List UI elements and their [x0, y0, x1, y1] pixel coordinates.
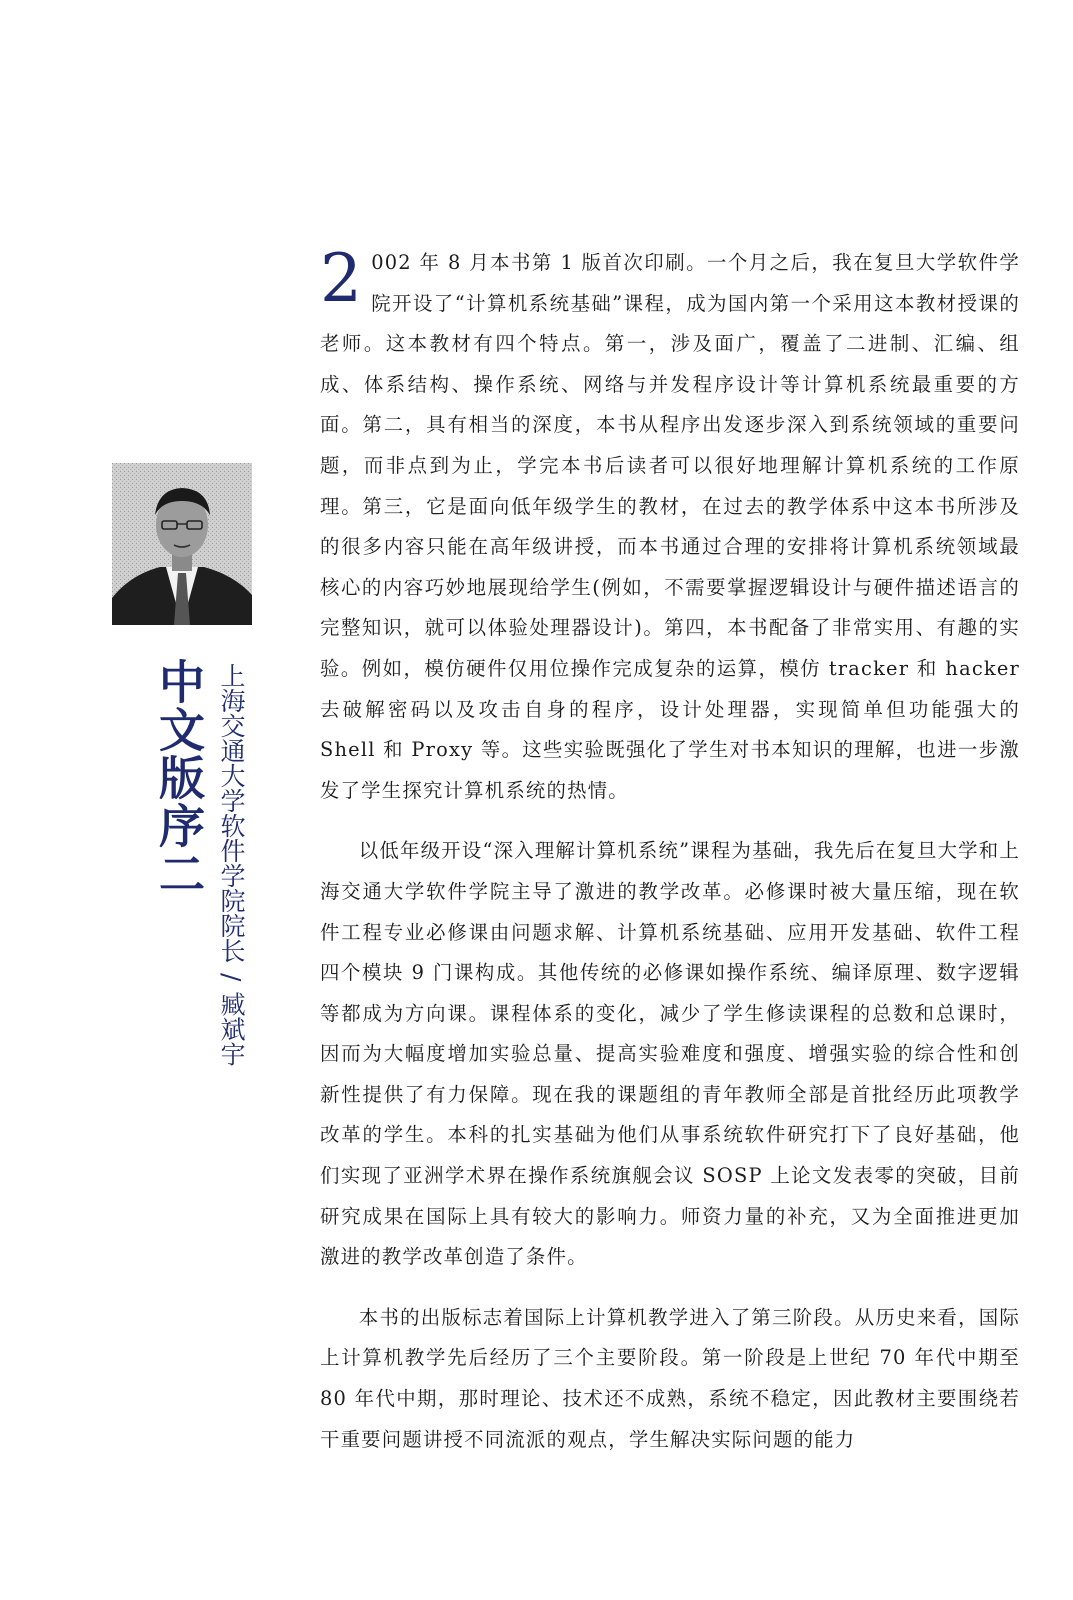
drop-cap: 2 [320, 240, 364, 317]
author-affiliation: 上海交通大学软件学院院长 [217, 663, 246, 963]
paragraph-2: 以低年级开设“深入理解计算机系统”课程为基础，我先后在复旦大学和上海交通大学软件学院主导了激进的教学改革。必修课时被大量压缩，现在软件工程专业必修课由问题求解、计算机系统基础、应用开发基础、软件工程四个模块 9 门课构成。其他传统的必修课如操作系统、编译原理、数字逻辑等都成为方向课。课程体系的变化，减少了学生修读课程的总数和总课时，因而为大幅度增加实验总量、提高实验难度和强度、增强实验的综合性和创新性提供了有力保障。现在我的课题组的青年教师全部是首批经历此项教学改革的学生。本科的扎实基础为他们从事系统软件研究打下了良好基础，他们实现了亚洲学术界在操作系统旗舰会议 SOSP 上论文发表零的突破，目前研究成果在国际上具有较大的影响力。师资力量的补充，又为全面推进更加激进的教学改革创造了条件。 [320, 839, 1020, 1269]
author-byline [217, 663, 245, 1066]
section-title: 中文版序二 [152, 658, 206, 898]
author-photo [112, 463, 252, 625]
paragraph-3: 本书的出版标志着国际上计算机教学进入了第三阶段。从历史来看，国际上计算机教学先后经历了三个主要阶段。第一阶段是上世纪 70 年代中期至 80 年代中期，那时理论、技术还不成熟，系统不稳定，因此教材主要围绕若干重要问题讲授不同流派的观点，学生解决实际问题的能力 [320, 1305, 1020, 1451]
byline-separator: / [217, 973, 246, 982]
paragraph-1-text: 002 年 8 月本书第 1 版首次印刷。一个月之后，我在复旦大学软件学院开设了“计算机系统基础”课程，成为国内第一个采用这本教材授课的老师。这本教材有四个特点。第一，涉及面广，覆盖了二进制、汇编、组成、体系结构、操作系统、网络与并发程序设计等计算机系统最重要的方面。第二，具有相当的深度，本书从程序出发逐步深入到系统领域的重要问题，而非点到为止，学完本书后读者可以很好地理解计算机系统的工作原理。第三，它是面向低年级学生的教材，在过去的教学体系中这本书所涉及的很多内容只能在高年级讲授，而本书通过合理的安排将计算机系统领域最核心的内容巧妙地展现给学生(例如，不需要掌握逻辑设计与硬件描述语言的完整知识，就可以体验处理器设计)。第四，本书配备了非常实用、有趣的实验。例如，模仿硬件仅用位操作完成复杂的运算，模仿 tracker 和 hacker 去破解密码以及攻击自身的程序，设计处理器，实现简单但功能强大的 Shell 和 Proxy 等。这些实验既强化了学生对书本知识的理解，也进一步激发了学生探究计算机系统的热情。 [320, 251, 1020, 802]
preface-body [320, 240, 1020, 1460]
author-name: 臧斌宇 [217, 991, 246, 1067]
paragraph-1 [320, 240, 1020, 811]
